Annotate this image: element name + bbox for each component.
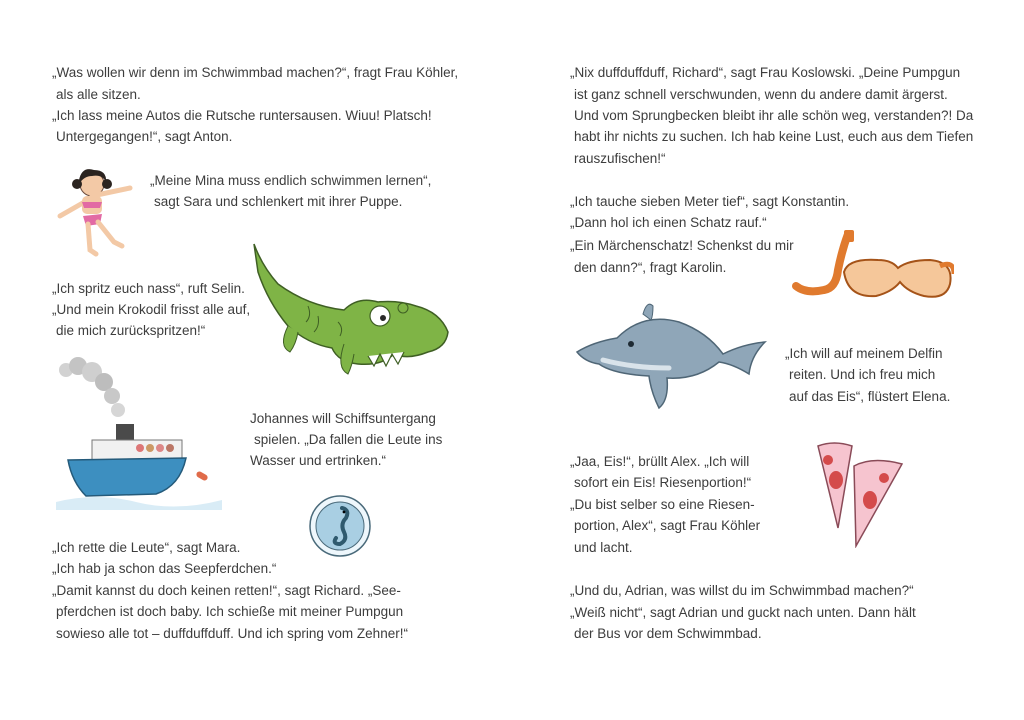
text-line: auf das Eis“, flüstert Elena.: [789, 389, 951, 404]
text-line: „Ich hab ja schon das Seepferdchen.“: [52, 561, 277, 576]
text-line: „Ein Märchenschatz! Schenkst du mir: [570, 238, 794, 253]
text-line: pferdchen ist doch baby. Ich schieße mit meiner Pumpgun: [56, 604, 404, 619]
text-line: „Meine Mina muss endlich schwimmen lernen“,: [150, 173, 432, 188]
text-line: „Und mein Krokodil frisst alle auf,: [52, 302, 251, 317]
snorkel-mask-illustration: [788, 230, 954, 306]
text-line: „Du bist selber so eine Riesen-: [570, 497, 755, 512]
text-line: die mich zurückspritzen!“: [56, 323, 206, 338]
text-line: spielen. „Da fallen die Leute ins: [254, 432, 443, 447]
text-line: „Jaa, Eis!“, brüllt Alex. „Ich will: [570, 454, 750, 469]
text-line: „Ich lass meine Autos die Rutsche runtersausen. Wiuu! Platsch!: [52, 108, 432, 123]
text-line: habt ihr nichts zu suchen. Ich hab keine Lust, euch aus dem Tiefen: [574, 129, 974, 144]
sinking-ship-illustration: [56, 356, 222, 516]
text-line: sagt Sara und schlenkert mit ihrer Puppe.: [154, 194, 403, 209]
text-line: als alle sitzen.: [56, 87, 141, 102]
text-line: sowieso alle tot – duffduffduff. Und ich spring vom Zehner!“: [56, 626, 408, 641]
text-line: „Nix duffduffduff, Richard“, sagt Frau Koslowski. „Deine Pumpgun: [570, 65, 961, 80]
ice-cream-cones-illustration: [814, 438, 906, 548]
text-line: rauszufischen!“: [574, 151, 666, 166]
text-line: reiten. Und ich freu mich: [789, 367, 936, 382]
text-line: „Ich tauche sieben Meter tief“, sagt Konstantin.: [570, 194, 850, 209]
text-line: „Weiß nicht“, sagt Adrian und guckt nach unten. Dann hält: [570, 605, 916, 620]
text-line: sofort ein Eis! Riesenportion!“: [574, 475, 752, 490]
text-line: Untergegangen!“, sagt Anton.: [56, 129, 233, 144]
text-line: ist ganz schnell verschwunden, wenn du andere damit ärgerst.: [574, 87, 948, 102]
text-line: „Und du, Adrian, was willst du im Schwimmbad machen?“: [570, 583, 914, 598]
crocodile-illustration: [248, 236, 456, 378]
text-line: den dann?“, fragt Karolin.: [574, 260, 727, 275]
text-line: „Was wollen wir denn im Schwimmbad machen?“, fragt Frau Köhler,: [52, 65, 459, 80]
text-line: Wasser und ertrinken.“: [250, 453, 387, 468]
dolphin-illustration: [573, 296, 769, 412]
girl-with-doll-illustration: [52, 162, 134, 257]
text-line: portion, Alex“, sagt Frau Köhler: [574, 518, 761, 533]
text-line: „Ich rette die Leute“, sagt Mara.: [52, 540, 241, 555]
text-line: „Ich spritz euch nass“, ruft Selin.: [52, 281, 245, 296]
text-line: „Ich will auf meinem Delfin: [785, 346, 943, 361]
seahorse-badge-illustration: [304, 494, 376, 558]
text-line: und lacht.: [574, 540, 633, 555]
text-line: Johannes will Schiffsuntergang: [250, 411, 436, 426]
text-line: Und vom Sprungbecken bleibt ihr alle schön weg, verstanden?! Da: [574, 108, 974, 123]
text-line: „Dann hol ich einen Schatz rauf.“: [570, 215, 767, 230]
text-line: „Damit kannst du doch keinen retten!“, sagt Richard. „See-: [52, 583, 401, 598]
text-line: der Bus vor dem Schwimmbad.: [574, 626, 762, 641]
